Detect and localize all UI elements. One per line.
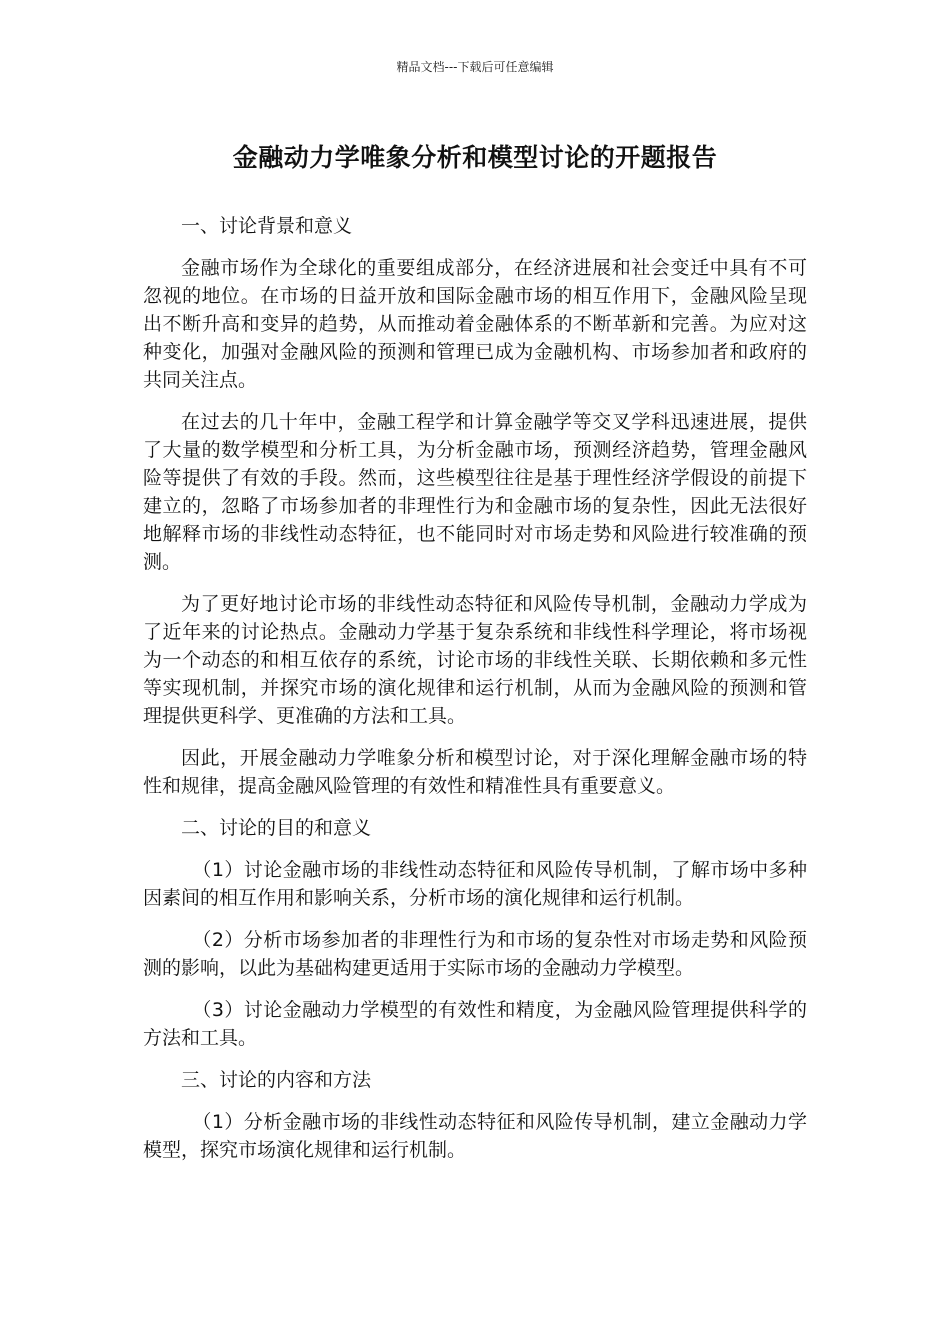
- section-heading: 三、讨论的内容和方法: [181, 1069, 372, 1091]
- list-item: （1）讨论金融市场的非线性动态特征和风险传导机制，了解市场中多种因素间的相互作用和影响关系，分析市场的演化规律和运行机制。: [143, 859, 807, 909]
- list-item: （2）分析市场参加者的非理性行为和市场的复杂性对市场走势和风险预测的影响，以此为基础构建更适用于实际市场的金融动力学模型。: [143, 929, 807, 979]
- document-title: 金融动力学唯象分析和模型讨论的开题报告: [232, 143, 718, 172]
- paragraph: 金融市场作为全球化的重要组成部分，在经济进展和社会变迁中具有不可忽视的地位。在市场的日益开放和国际金融市场的相互作用下，金融风险呈现出不断升高和变异的趋势，从而推动着金融体系的不断革新和完善。为应对这种变化，加强对金融风险的预测和管理已成为金融机构、市场参加者和政府的共同关注点。: [143, 257, 807, 391]
- list-item: （1）分析金融市场的非线性动态特征和风险传导机制，建立金融动力学模型，探究市场演化规律和运行机制。: [143, 1111, 807, 1161]
- page-header: 精品文档---下载后可任意编辑: [396, 60, 554, 74]
- section-heading: 二、讨论的目的和意义: [181, 817, 372, 839]
- document-body: [143, 212, 807, 1178]
- section-heading: 一、讨论背景和意义: [181, 215, 353, 237]
- paragraph: 因此，开展金融动力学唯象分析和模型讨论，对于深化理解金融市场的特性和规律，提高金融风险管理的有效性和精准性具有重要意义。: [143, 747, 807, 797]
- paragraph: 为了更好地讨论市场的非线性动态特征和风险传导机制，金融动力学成为了近年来的讨论热点。金融动力学基于复杂系统和非线性科学理论，将市场视为一个动态的和相互依存的系统，讨论市场的非线性关联、长期依赖和多元性等实现机制，并探究市场的演化规律和运行机制，从而为金融风险的预测和管理提供更科学、更准确的方法和工具。: [143, 593, 807, 727]
- list-item: （3）讨论金融动力学模型的有效性和精度，为金融风险管理提供科学的方法和工具。: [143, 999, 807, 1049]
- paragraph: 在过去的几十年中，金融工程学和计算金融学等交叉学科迅速进展，提供了大量的数学模型和分析工具，为分析金融市场，预测经济趋势，管理金融风险等提供了有效的手段。然而，这些模型往往是基于理性经济学假设的前提下建立的，忽略了市场参加者的非理性行为和金融市场的复杂性，因此无法很好地解释市场的非线性动态特征，也不能同时对市场走势和风险进行较准确的预测。: [143, 411, 807, 573]
